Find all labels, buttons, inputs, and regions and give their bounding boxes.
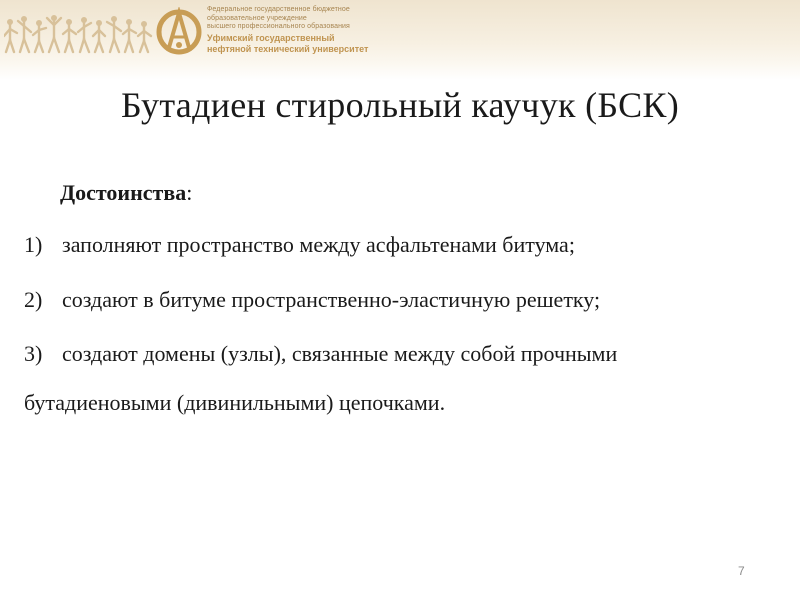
university-line-1: Уфимский государственный [207, 32, 335, 43]
list-item-text: создают в битуме пространственно-эластичную решетку; [62, 287, 601, 312]
org-line-1: Федеральное государственное бюджетное [207, 6, 350, 13]
list-item [24, 232, 575, 258]
people-silhouettes-decoration [4, 10, 154, 56]
university-emblem-icon [156, 7, 202, 57]
advantages-heading-colon: : [186, 180, 193, 205]
header-fade [0, 62, 800, 80]
advantages-heading [60, 180, 192, 206]
list-item [24, 341, 617, 367]
list-item [24, 287, 600, 313]
list-item-text: создают домены (узлы), связанные между собой прочными [62, 341, 618, 366]
list-item-continuation: бутадиеновыми (дивинильными) цепочками. [24, 390, 446, 415]
list-item-text: заполняют пространство между асфальтенами битума; [62, 232, 575, 257]
advantages-heading-text: Достоинства [60, 180, 187, 205]
slide-title: Бутадиен стирольный каучук (БСК) [120, 85, 680, 125]
list-item-number: 3) [24, 341, 43, 366]
university-name [207, 6, 397, 55]
org-line-2: образовательное учреждение [207, 14, 307, 22]
org-line-3: высшего профессионального образования [207, 23, 350, 30]
list-item-number: 1) [24, 232, 43, 257]
university-line-2: нефтяной технический университет [207, 43, 369, 54]
list-item-number: 2) [24, 287, 43, 312]
page-number: 7 [738, 564, 745, 578]
